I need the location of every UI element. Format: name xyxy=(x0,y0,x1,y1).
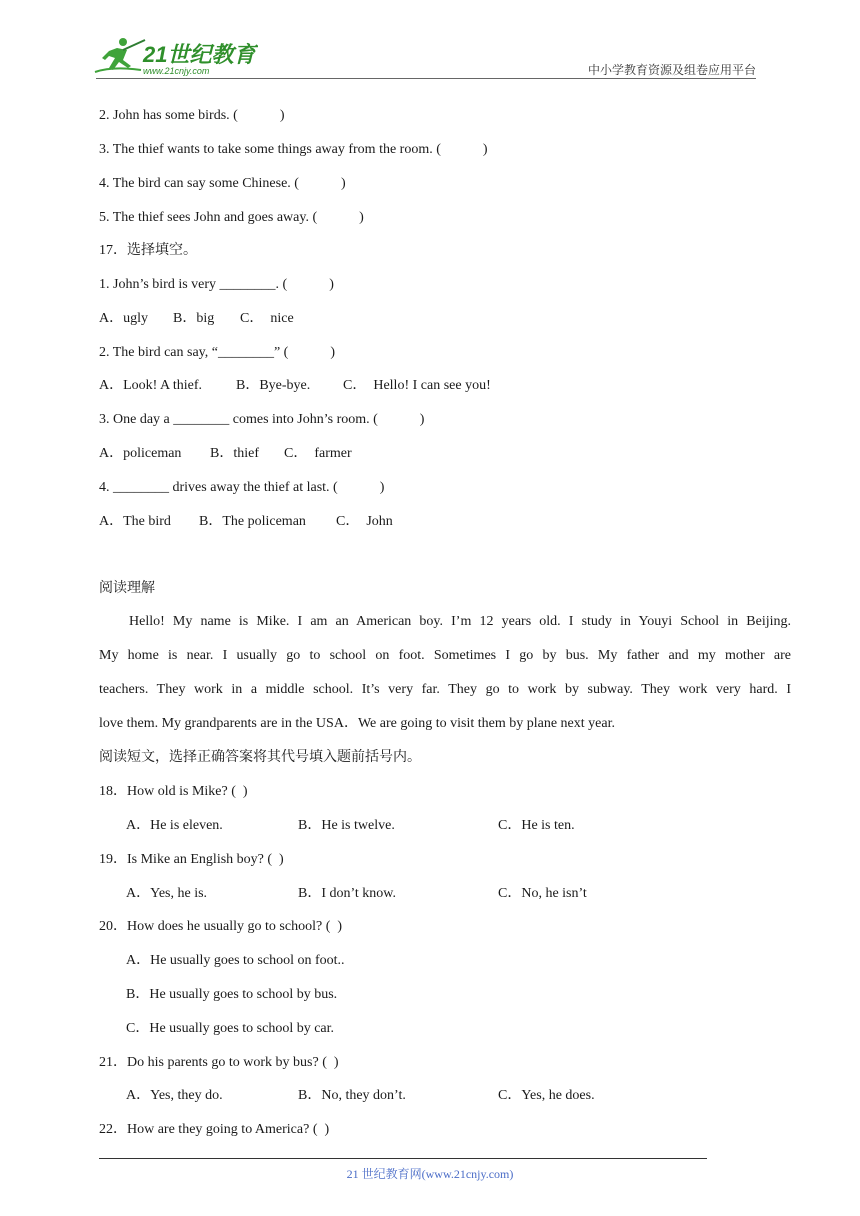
tf-item: 4. The bird can say some Chinese. ( ) xyxy=(99,176,346,191)
option-c: C． farmer xyxy=(284,446,352,461)
option-b: B．big xyxy=(173,311,215,326)
site-logo xyxy=(93,36,258,78)
option-c: C． Hello! I can see you! xyxy=(343,378,491,393)
option-a: A．Yes, they do. xyxy=(126,1088,223,1103)
option-c: C．He is ten. xyxy=(498,818,575,833)
question-stem: 21．Do his parents go to work by bus? ( ) xyxy=(99,1055,339,1070)
tf-item: 3. The thief wants to take some things away from the room. ( ) xyxy=(99,142,488,157)
question-stem: 3. One day a ________ comes into John’s room. ( ) xyxy=(99,412,425,427)
option-b: B．thief xyxy=(210,446,259,461)
option-c: C．No, he isn’t xyxy=(498,886,587,901)
option-b: B．No, they don’t. xyxy=(298,1088,406,1103)
option-a: A．Look! A thief. xyxy=(99,378,203,393)
option-row xyxy=(99,513,699,585)
logo-sub-text: www.21cnjy.com xyxy=(143,66,210,76)
option-c: C． nice xyxy=(240,311,294,326)
option-a: A．He usually goes to school on foot.. xyxy=(126,953,345,968)
header-divider xyxy=(96,78,756,79)
question-stem: 1. John’s bird is very ________. ( ) xyxy=(99,277,334,292)
option-c: C． John xyxy=(336,514,393,529)
tf-item: 5. The thief sees John and goes away. ( ) xyxy=(99,210,364,225)
reading-passage xyxy=(99,605,791,741)
passage-line: teachers. They work in a middle school. It’s very far. They go to work by subway. They work very hard. I xyxy=(99,682,791,697)
passage-line: love them. My grandparents are in the USA．We are going to visit them by plane next year. xyxy=(99,716,615,731)
option-b: B．He is twelve. xyxy=(298,818,395,833)
option-b: B．I don’t know. xyxy=(298,886,396,901)
tf-item: 2. John has some birds. ( ) xyxy=(99,108,285,123)
question-stem: 22．How are they going to America? ( ) xyxy=(99,1122,330,1137)
option-b: B．The policeman xyxy=(199,514,306,529)
option-a: A．ugly xyxy=(99,311,148,326)
question-title: 17．选择填空。 xyxy=(99,243,197,258)
section-title: 阅读理解 xyxy=(99,581,155,596)
option-b: B．He usually goes to school by bus. xyxy=(126,987,338,1002)
reading-instruction: 阅读短文，选择正确答案将其代号填入题前括号内。 xyxy=(99,750,421,765)
option-b: B．Bye-bye. xyxy=(236,378,311,393)
question-stem: 18．How old is Mike? ( ) xyxy=(99,784,248,799)
option-a: A．policeman xyxy=(99,446,182,461)
option-a: A．Yes, he is. xyxy=(126,886,208,901)
question-stem: 2. The bird can say, “________” ( ) xyxy=(99,345,335,360)
passage-line: Hello! My name is Mike. I am an American boy. I’m 12 years old. I study in Youyi School in Beijing. xyxy=(129,614,791,629)
question-stem: 19．Is Mike an English boy? ( ) xyxy=(99,852,284,867)
header-slogan: 中小学教育资源及组卷应用平台 xyxy=(587,63,756,77)
logo-main-text: 21世纪教育 xyxy=(143,42,256,67)
footer-divider xyxy=(99,1158,707,1159)
passage-line: My home is near. I usually go to school on foot. Sometimes I go by bus. My father and my mother are xyxy=(99,648,791,663)
option-a: A．The bird xyxy=(99,514,171,529)
option-a: A．He is eleven. xyxy=(126,818,223,833)
runner-icon xyxy=(95,38,145,72)
option-c: C．Yes, he does. xyxy=(498,1088,595,1103)
question-stem: 4. ________ drives away the thief at last. ( ) xyxy=(99,480,385,495)
question-stem: 20．How does he usually go to school? ( ) xyxy=(99,919,343,934)
option-c: C．He usually goes to school by car. xyxy=(126,1021,335,1036)
footer-link[interactable]: 21 世纪教育网(www.21cnjy.com) xyxy=(346,1167,514,1181)
